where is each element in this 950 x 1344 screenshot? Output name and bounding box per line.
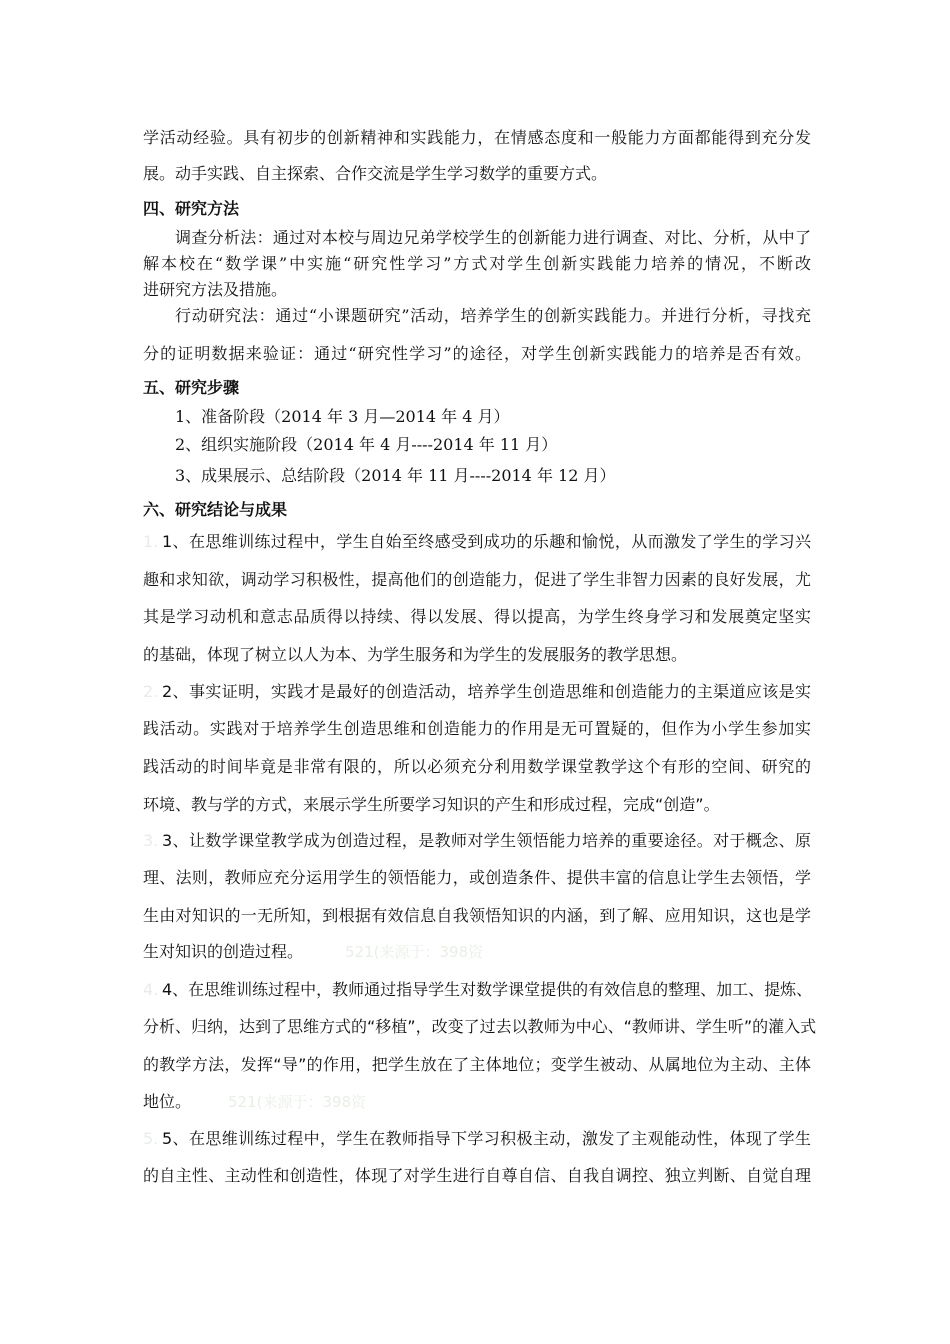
paragraph-line: 践活动的时间毕竟是非常有限的，所以必须充分利用数学课堂教学这个有形的空间、研究的 (143, 757, 811, 776)
paragraph-line: 1、在思维训练过程中，学生自始至终感受到成功的乐趣和愉悦，从而激发了学生的学习兴 (162, 532, 811, 551)
paragraph-line: 5、在思维训练过程中，学生在教师指导下学习积极主动，激发了主观能动性，体现了学生 (162, 1129, 811, 1148)
paragraph-line: 进研究方法及措施。 (143, 280, 288, 299)
paragraph-line: 解本校在“数学课”中实施“研究性学习”方式对学生创新实践能力培养的情况，不断改 (143, 254, 811, 273)
paragraph-line: 趣和求知欲，调动学习积极性，提高他们的创造能力，促进了学生非智力因素的良好发展，尤 (143, 570, 811, 589)
paragraph-line: 的教学方法，发挥“导”的作用，把学生放在了主体地位；变学生被动、从属地位为主动、主体 (143, 1055, 811, 1074)
paragraph-line: 生由对知识的一无所知，到根据有效信息自我领悟知识的内涵，到了解、应用知识，这也是学 (143, 906, 811, 925)
paragraph-line: 展。动手实践、自主探索、合作交流是学生学习数学的重要方式。 (143, 164, 608, 183)
paragraph-line: 行动研究法：通过“小课题研究”活动，培养学生的创新实践能力。并进行分析，寻找充 (175, 306, 811, 325)
ghost-list-number: 1. (143, 532, 159, 551)
step-item: 2、组织实施阶段（2014 年 4 月----2014 年 11 月） (175, 435, 558, 454)
section-heading-methods: 四、研究方法 (143, 199, 240, 218)
paragraph-line: 的自主性、主动性和创造性，体现了对学生进行自尊自信、自我自调控、独立判断、自觉自理 (143, 1166, 811, 1185)
paragraph-line: 践活动。实践对于培养学生创造思维和创造能力的作用是无可置疑的，但作为小学生参加实 (143, 719, 811, 738)
paragraph-line: 地位。 (143, 1092, 192, 1111)
ghost-list-number: 3. (143, 831, 159, 850)
step-item: 1、准备阶段（2014 年 3 月—2014 年 4 月） (175, 407, 510, 426)
ghost-list-number: 5. (143, 1129, 159, 1148)
paragraph-line: 4、在思维训练过程中，教师通过指导学生对数学课堂提供的有效信息的整理、加工、提炼、 (162, 980, 813, 999)
paragraph-line: 2、事实证明，实践才是最好的创造活动，培养学生创造思维和创造能力的主渠道应该是实 (162, 682, 811, 701)
paragraph-line: 的基础，体现了树立以人为本、为学生服务和为学生的发展服务的教学思想。 (143, 645, 688, 664)
section-heading-steps: 五、研究步骤 (143, 378, 240, 397)
ghost-list-number: 4. (143, 980, 159, 999)
paragraph-line: 生对知识的创造过程。 (143, 942, 304, 961)
paragraph-line: 其是学习动机和意志品质得以持续、得以发展、得以提高，为学生终身学习和发展奠定坚实 (143, 607, 811, 626)
step-item: 3、成果展示、总结阶段（2014 年 11 月----2014 年 12 月） (175, 466, 616, 485)
paragraph-line: 学活动经验。具有初步的创新精神和实践能力，在情感态度和一般能力方面都能得到充分发 (143, 128, 811, 147)
paragraph-line: 理、法则，教师应充分运用学生的领悟能力，或创造条件、提供丰富的信息让学生去领悟，学 (143, 868, 811, 887)
watermark-text: 521(来源于：398资 (345, 943, 484, 961)
section-heading-results: 六、研究结论与成果 (143, 500, 288, 519)
paragraph-line: 3、让数学课堂教学成为创造过程，是教师对学生领悟能力培养的重要途径。对于概念、原 (162, 831, 811, 850)
watermark-text: 521(来源于：398资 (228, 1093, 367, 1111)
paragraph-line: 调查分析法：通过对本校与周边兄弟学校学生的创新能力进行调查、对比、分析，从中了 (175, 228, 811, 247)
paragraph-line: 分析、归纳，达到了思维方式的“移植”，改变了过去以教师为中心、“教师讲、学生听”的灌入式 (143, 1017, 817, 1036)
ghost-list-number: 2. (143, 682, 159, 701)
paragraph-line: 环境、教与学的方式，来展示学生所要学习知识的产生和形成过程，完成“创造”。 (143, 795, 720, 814)
paragraph-line: 分的证明数据来验证：通过“研究性学习”的途径，对学生创新实践能力的培养是否有效。 (143, 344, 811, 363)
